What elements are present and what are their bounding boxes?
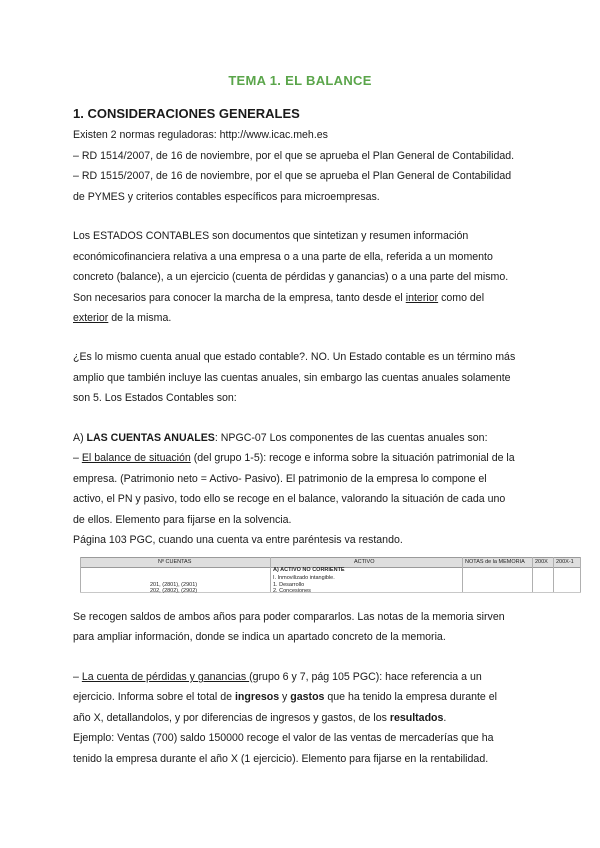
table-border [532,557,533,593]
text-line: activo, el PN y pasivo, todo ello se recoge en el balance, valorando la situación de cada uno [73,493,506,505]
text-line: ¿Es lo mismo cuenta anual que estado contable?. NO. Un Estado contable es un término más [73,351,516,363]
text-line: Existen 2 normas reguladoras: http://www.icac.meh.es [73,129,328,141]
table-header-cell: NOTAS de la MEMORIA [465,559,525,565]
table-border [270,557,271,593]
text-line: son 5. Los Estados Contables son: [73,392,237,404]
text-line: concreto (balance), a un ejercicio (cuenta de pérdidas y ganancias) o a una parte del mismo. [73,271,509,283]
text-line [73,451,515,465]
table-border [462,557,463,593]
text-line [73,711,446,725]
bold-run: gastos [290,691,325,703]
section-heading: 1. CONSIDERACIONES GENERALES [73,106,300,121]
table-cell: 202, (2802), (2902) [150,588,198,594]
bold-run: ingresos [234,691,280,703]
text-line: de ellos. Elemento para fijarse en la solvencia. [73,514,292,526]
text-line: – RD 1514/2007, de 16 de noviembre, por el que se aprueba el Plan General de Contabilidad. [73,150,515,162]
text-run: que ha tenido la empresa durante el [324,691,497,703]
text-line: Se recogen saldos de ambos años para poder compararlos. Las notas de la memoria sirven [73,611,505,623]
text-run: : NPGC-07 Los componentes de las cuentas anuales son: [214,432,488,444]
table-cell: 2. Concesiones [273,588,311,594]
text-run: . [443,712,447,724]
text-line [73,431,488,445]
table-cell: I. Inmovilizado intangible. [273,575,335,581]
text-line: Página 103 PGC, cuando una cuenta va entre paréntesis va restando. [73,534,403,546]
table-cell: 201, (2801), (2901) [150,582,198,588]
text-run: – [73,452,82,464]
text-line: Los ESTADOS CONTABLES son documentos que sintetizan y resumen información [73,230,469,242]
text-line: económicofinanciera relativa a una empresa o a una parte de ella, referida a un momento [73,251,493,263]
text-run: Son necesarios para conocer la marcha de la empresa, tanto desde el [73,292,406,304]
document-title: TEMA 1. EL BALANCE [228,73,372,88]
text-line [73,670,482,684]
text-run: ejercicio. Informa sobre el total de [73,691,235,703]
table-border [80,557,81,593]
balance-table [80,557,581,593]
text-run: año X, detallandolos, y por diferencias de ingresos y gastos, de los [73,712,390,724]
text-line: empresa. (Patrimonio neto = Activo- Pasivo). El patrimonio de la empresa lo compone el [73,473,487,485]
table-header-cell: 200X [535,559,548,565]
text-line: de PYMES y criterios contables específicos para microempresas. [73,191,380,203]
text-line: amplio que también incluye las cuentas anuales, sin embargo las cuentas anuales solamente [73,372,511,384]
table-border [553,557,554,593]
bold-run: resultados [389,712,444,724]
underlined-word: interior [405,292,439,304]
table-header-cell: Nº CUENTAS [158,559,192,565]
text-run: de la misma. [108,312,172,324]
table-header-cell: ACTIVO [354,559,375,565]
text-run: y [279,691,291,703]
text-line: – RD 1515/2007, de 16 de noviembre, por el que se aprueba el Plan General de Contabilidad [73,170,512,182]
text-line [73,690,497,704]
bold-run: LAS CUENTAS ANUALES [86,432,215,444]
underlined-run: El balance de situación [81,452,191,464]
underlined-word: exterior [73,312,109,324]
text-run: A) [73,432,87,444]
text-run: – [73,671,82,683]
text-line: tenido la empresa durante el año X (1 ejercicio). Elemento para fijarse en la rentabilidad. [73,753,489,765]
table-cell: A) ACTIVO NO CORRIENTE [273,567,345,573]
table-cell: 1. Desarrollo [273,582,305,588]
table-border [580,557,581,593]
text-line [73,311,171,325]
text-run: (grupo 6 y 7, pág 105 PGC): hace referencia a un [249,671,482,683]
text-line [73,291,484,305]
underlined-run: La cuenta de pérdidas y ganancias [81,671,250,683]
table-header-cell: 200X-1 [556,559,574,565]
text-line: para ampliar información, donde se indica un apartado concreto de la memoria. [73,631,446,643]
text-run: (del grupo 1-5): recoge e informa sobre la situación patrimonial de la [190,452,515,464]
text-line: Ejemplo: Ventas (700) saldo 150000 recoge el valor de las ventas de mercaderías que ha [73,732,494,744]
text-run: como del [438,292,485,304]
